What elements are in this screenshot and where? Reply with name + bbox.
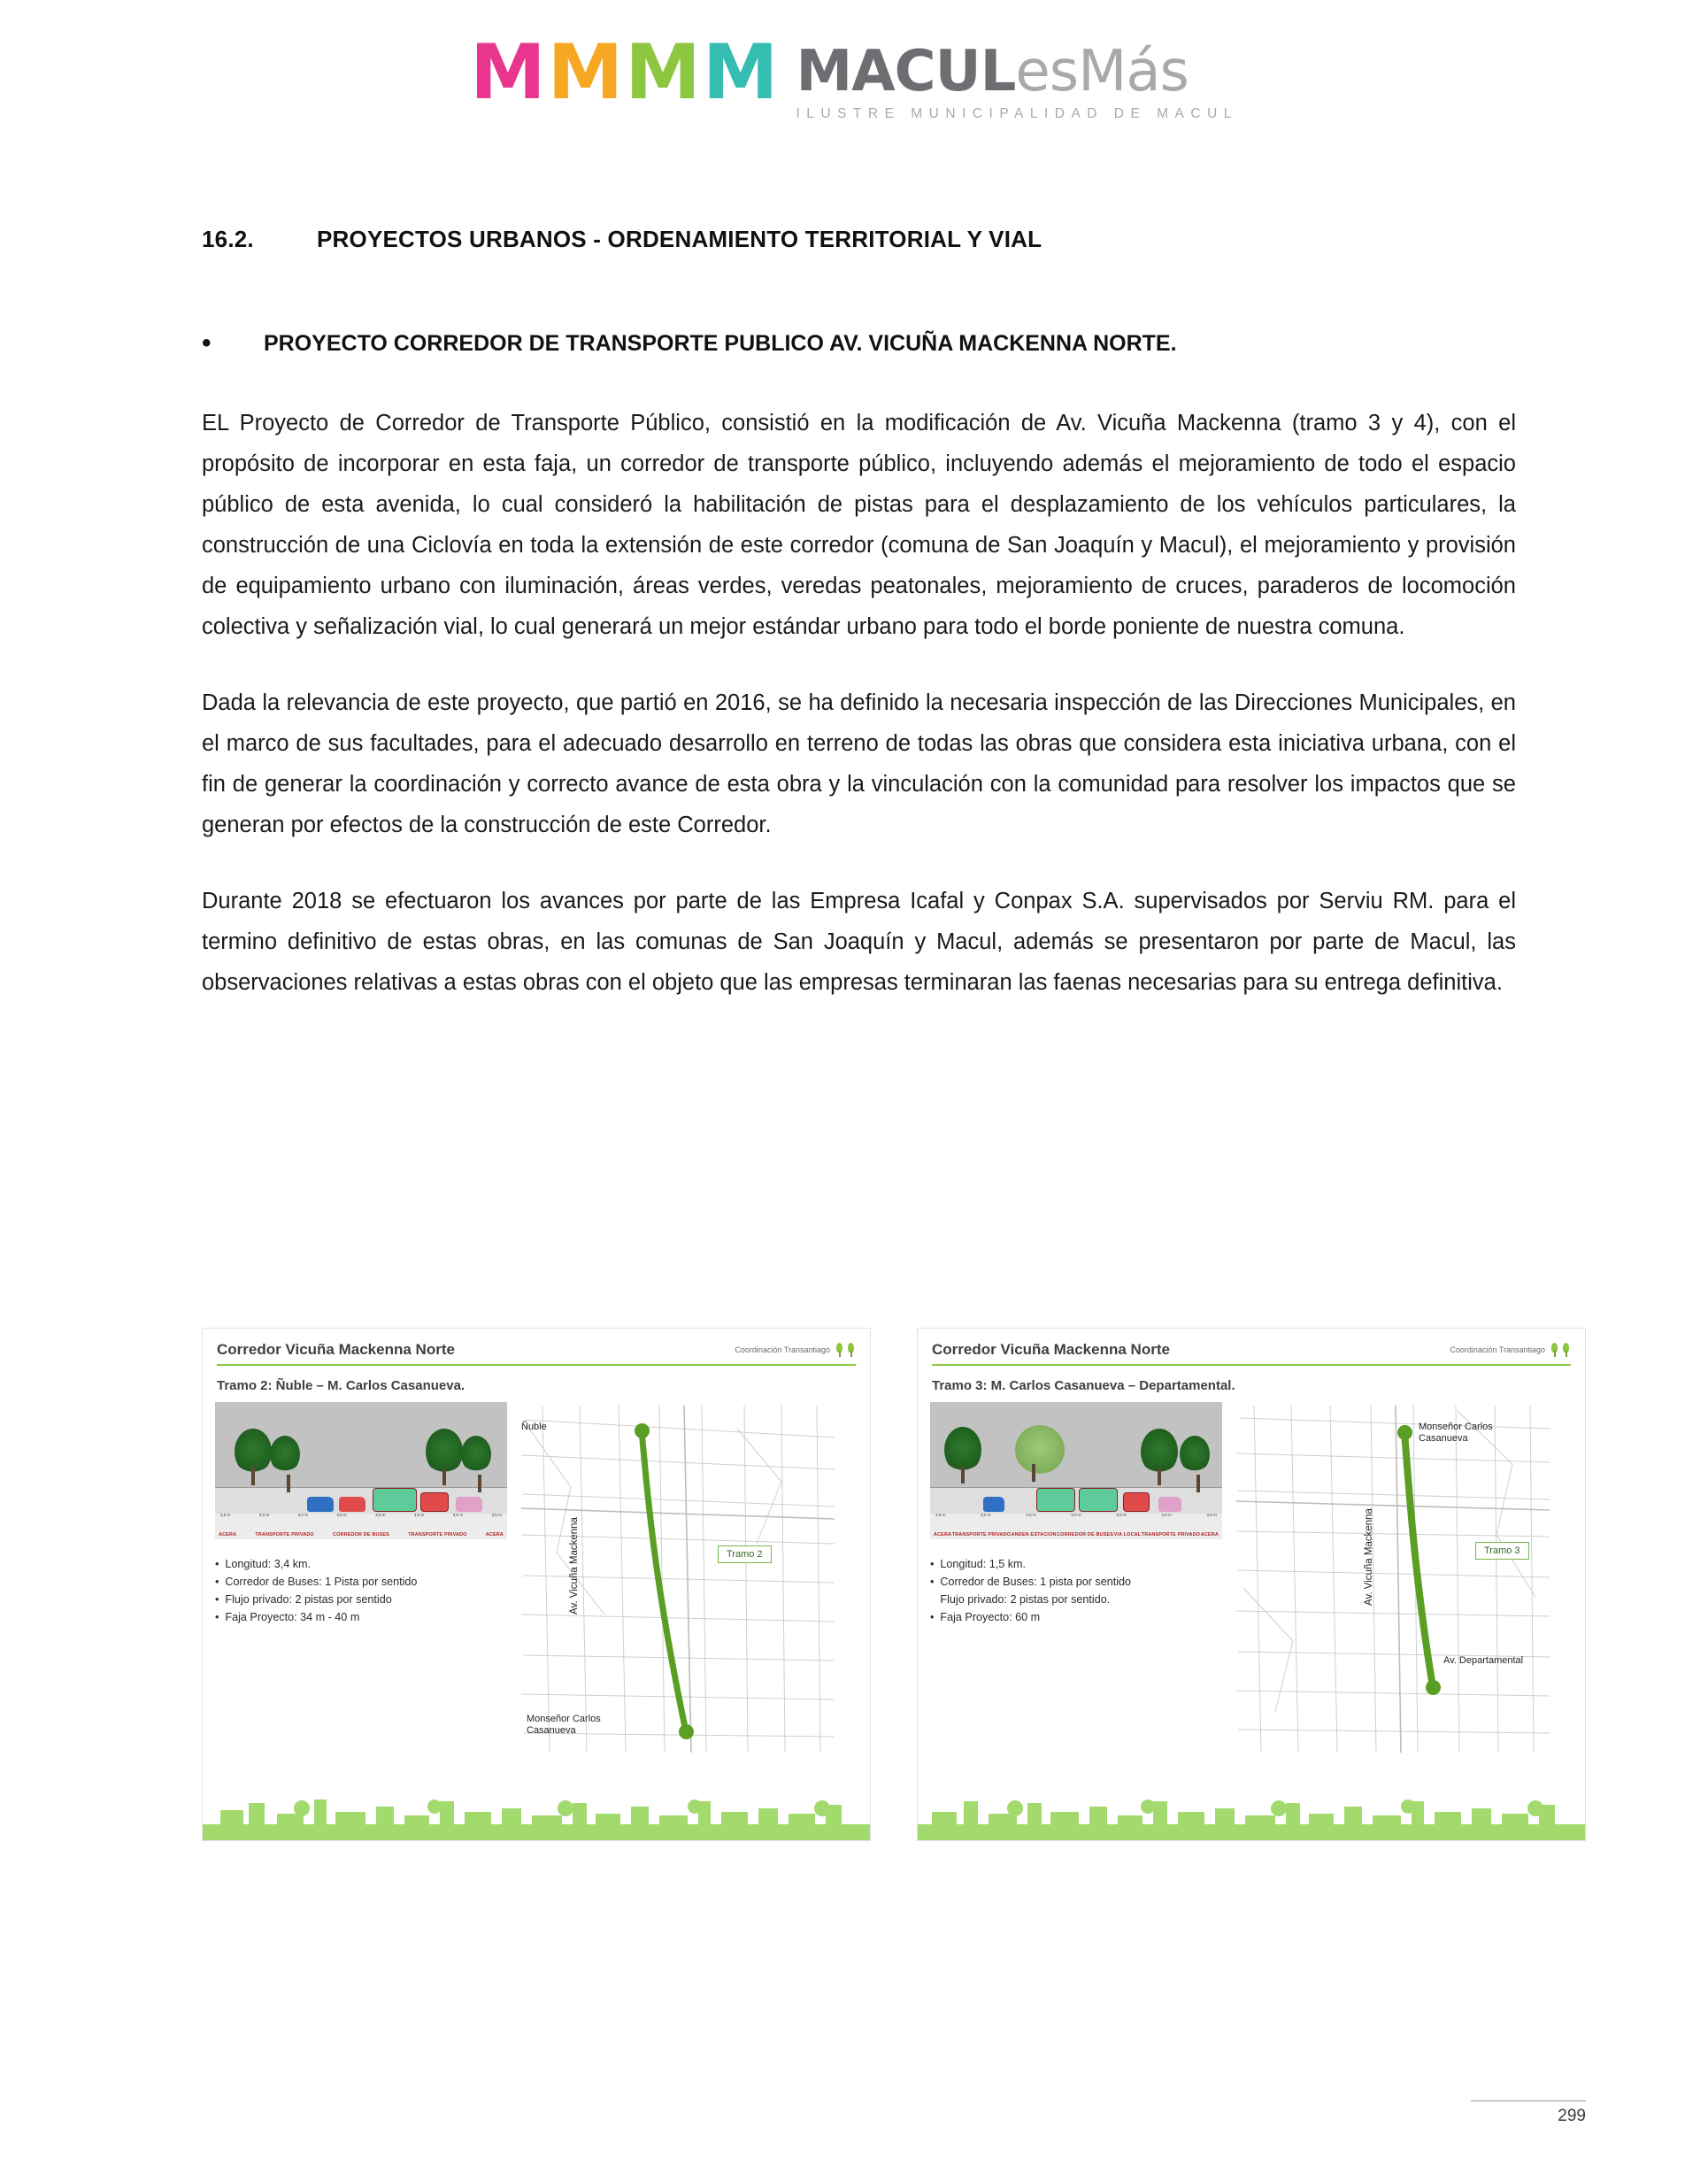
figure-2-bullet-3 xyxy=(930,1591,1222,1608)
dimension: 3,0 m xyxy=(1071,1513,1081,1517)
lane-label: ANDEN ESTACION xyxy=(1011,1532,1057,1537)
illustration-dimensions-2 xyxy=(930,1513,1222,1517)
illustration-dimensions-1 xyxy=(215,1513,507,1517)
dimension: 3,0 m xyxy=(1161,1513,1172,1517)
dimension: 3,0 m xyxy=(1026,1513,1036,1517)
bullet-dot-icon: • xyxy=(930,1576,935,1588)
map-streets-1 xyxy=(516,1402,847,1756)
illustration-bus xyxy=(1036,1488,1075,1512)
map-label-casanueva-2: Monseñor Carlos Casanueva xyxy=(1419,1422,1493,1444)
figure-2-bullet-1 xyxy=(930,1555,1222,1573)
tree-icon xyxy=(846,1343,856,1357)
logo-letter-2: M xyxy=(547,28,622,117)
bullet-text: Corredor de Buses: 1 pista por sentido xyxy=(940,1576,1132,1588)
section-number: 16.2. xyxy=(202,226,254,252)
tree-icon xyxy=(1550,1343,1559,1357)
dimension: 3,0 m xyxy=(413,1513,425,1517)
brand-main: MACUL xyxy=(796,39,1016,104)
bullet-dot-icon: • xyxy=(930,1558,935,1570)
figure-2-left-column xyxy=(930,1402,1222,1756)
section-title: PROYECTOS URBANOS - ORDENAMIENTO TERRITORIAL Y VIAL xyxy=(317,226,1042,252)
tree-icon xyxy=(835,1343,844,1357)
figure-1-subtitle: Tramo 2: Ñuble – M. Carlos Casanueva. xyxy=(217,1378,465,1393)
dimension: 3,5 m xyxy=(491,1513,502,1517)
figure-tramo-3 xyxy=(917,1328,1586,1841)
figure-2-coordination-label: Coordinación Transantiago xyxy=(1450,1345,1545,1354)
illustration-tree xyxy=(944,1427,981,1473)
illustration-tree xyxy=(235,1429,272,1475)
street-section-illustration-1 xyxy=(215,1402,507,1539)
bullet-text: Flujo privado: 2 pistas por sentido xyxy=(225,1593,392,1606)
bullet-text: Longitud: 1,5 km. xyxy=(940,1558,1027,1570)
lane-label: ACERA xyxy=(219,1532,237,1537)
map-avenue-label-2: Av. Vicuña Mackenna xyxy=(1364,1508,1374,1606)
footer-divider xyxy=(1471,2100,1586,2101)
map-tag-tramo-2: Tramo 2 xyxy=(718,1545,772,1563)
lane-label: CORREDOR DE BUSES xyxy=(1057,1532,1114,1537)
map-streets-2 xyxy=(1231,1402,1562,1756)
street-section-illustration-2 xyxy=(930,1402,1222,1539)
illustration-bus xyxy=(373,1488,417,1512)
section-heading xyxy=(202,226,1516,253)
figure-2-bullet-4 xyxy=(930,1608,1222,1626)
route-node-south-1 xyxy=(679,1724,694,1739)
dimension: 3,0 m xyxy=(258,1513,270,1517)
figure-1-bullets xyxy=(215,1555,507,1626)
route-line-tramo-3 xyxy=(1404,1432,1433,1687)
route-node-north-1 xyxy=(635,1423,650,1438)
paragraph-1: EL Proyecto de Corredor de Transporte Público, consistió en la modificación de Av. Vicuña Mackenna (tramo 3 y 4), con el propósito de incorporar en esta faja, un corredor de transporte público, incluyendo además el mejoramiento de todo el espacio público de esta avenida, lo cual consideró la habilitación de pistas para el desplazamiento de los vehículos particulares, la construcción de una Ciclovía en toda la extensión de este corredor (comuna de San Joaquín y Macul), el mejoramiento y provisión de equipamiento urbano con iluminación, áreas verdes, veredas peatonales, mejoramiento de cruces, paraderos de locomoción colectiva y señalización vial, lo cual generará un mejor estándar urbano para todo el borde poniente de nuestra comuna. xyxy=(202,411,1516,639)
map-label-departamental: Av. Departamental xyxy=(1443,1655,1524,1666)
lane-label: TRANSPORTE PRIVADO xyxy=(255,1532,314,1537)
bullet-text: Faja Proyecto: 60 m xyxy=(940,1611,1041,1623)
bullet-dot-icon: • xyxy=(215,1593,219,1606)
figure-1-title: Corredor Vicuña Mackenna Norte xyxy=(217,1341,455,1358)
dimension: 3,0 m xyxy=(297,1513,309,1517)
dimension: 3,5 m xyxy=(1206,1513,1217,1517)
route-node-south-2 xyxy=(1426,1680,1441,1695)
page-footer xyxy=(1471,2100,1586,2126)
logo-letter-4: M xyxy=(702,28,777,117)
illustration-car xyxy=(983,1497,1004,1512)
lane-label: ACERA xyxy=(934,1532,952,1537)
illustration-tree xyxy=(426,1429,463,1475)
figure-1-coordination xyxy=(735,1343,856,1357)
illustration-bus xyxy=(1123,1492,1150,1512)
illustration-car xyxy=(456,1497,482,1512)
logo-m-marks xyxy=(470,28,777,117)
illustration-tree xyxy=(1180,1436,1210,1473)
municipality-logo xyxy=(470,28,1238,122)
illustration-tree xyxy=(1015,1425,1065,1475)
figure-2-footer xyxy=(918,1789,1585,1840)
paragraph-3: Durante 2018 se efectuaron los avances por parte de las Empresa Icafal y Conpax S.A. supervisados por Serviu RM. para el termino definitivo de estas obras, en las comunas de San Joaquín y Macul, además se presentaron por parte de Macul, las observaciones relativas a estas obras con el objeto que las empresas terminaran las faenas necesarias para su entrega definitiva. xyxy=(202,889,1516,995)
skyline-graphic-1 xyxy=(203,1794,871,1840)
lane-label: TRANSPORTE PRIVADO xyxy=(1141,1532,1201,1537)
lane-label: CORREDOR DE BUSES xyxy=(333,1532,389,1537)
skyline-graphic-2 xyxy=(918,1794,1586,1840)
subsection-title: PROYECTO CORREDOR DE TRANSPORTE PUBLICO AV. VICUÑA MACKENNA NORTE. xyxy=(264,331,1177,356)
brand-title xyxy=(796,39,1237,104)
lane-label: TRANSPORTE PRIVADO xyxy=(408,1532,467,1537)
route-node-north-2 xyxy=(1397,1425,1412,1440)
brand-subtitle: ILUSTRE MUNICIPALIDAD DE MACUL xyxy=(796,106,1238,121)
figure-1-coordination-label: Coordinación Transantiago xyxy=(735,1345,830,1354)
illustration-lane-labels-2 xyxy=(930,1532,1222,1537)
figure-1-footer xyxy=(203,1789,870,1840)
bullet-dot-icon: • xyxy=(215,1576,219,1588)
map-label-nuble: Ñuble xyxy=(521,1422,547,1432)
map-label-casanueva: Monseñor Carlos Casanueva xyxy=(527,1714,601,1736)
logo-letter-1: M xyxy=(470,28,544,117)
figure-1-bullet-2 xyxy=(215,1573,507,1591)
paragraph-2: Dada la relevancia de este proyecto, que partió en 2016, se ha definido la necesaria inspección de las Direcciones Municipales, en el marco de sus facultades, para el adecuado desarrollo en terreno de todas las obras que considera esta iniciativa urbana, con el fin de generar la coordinación y correcto avance de esta obra y la vinculación con la comunidad para resolver los impactos que se generan por efectos de la construcción de este Corredor. xyxy=(202,690,1516,837)
bullet-text: Flujo privado: 2 pistas por sentido. xyxy=(940,1593,1111,1606)
dimension: 3,0 m xyxy=(1116,1513,1127,1517)
bullet-text: Longitud: 3,4 km. xyxy=(225,1558,312,1570)
tree-icons xyxy=(835,1343,856,1357)
illustration-car xyxy=(339,1497,365,1512)
dimension: 3,0 m xyxy=(452,1513,464,1517)
figure-2-subtitle: Tramo 3: M. Carlos Casanueva – Departamental. xyxy=(932,1378,1235,1393)
dimension: 3,5 m xyxy=(375,1513,386,1517)
map-avenue-label-1: Av. Vicuña Mackenna xyxy=(569,1517,580,1615)
figure-1-bullet-1 xyxy=(215,1555,507,1573)
dimension: 3,0 m xyxy=(981,1513,991,1517)
logo-text-block xyxy=(796,34,1237,122)
bullet-dot-icon: • xyxy=(930,1611,935,1623)
illustration-bus xyxy=(420,1492,449,1512)
figure-1-header xyxy=(203,1329,870,1362)
lane-label: ACERA xyxy=(485,1532,504,1537)
figure-1-bullet-3 xyxy=(215,1591,507,1608)
figure-2-coordination xyxy=(1450,1343,1571,1357)
lane-label: TRANSPORTE PRIVADO xyxy=(951,1532,1012,1537)
figure-2-bullets xyxy=(930,1555,1222,1626)
lane-label: VIA LOCAL xyxy=(1113,1532,1142,1537)
illustration-tree xyxy=(461,1436,491,1473)
tree-icon xyxy=(1561,1343,1571,1357)
lane-label: ACERA xyxy=(1200,1532,1219,1537)
figure-2-map xyxy=(1231,1402,1562,1756)
figure-1-bullet-4 xyxy=(215,1608,507,1626)
dimension: 3,5 m xyxy=(336,1513,347,1517)
map-tag-tramo-3: Tramo 3 xyxy=(1475,1542,1529,1560)
logo-letter-3: M xyxy=(625,28,699,117)
figure-1-map xyxy=(516,1402,847,1756)
bullet-icon: • xyxy=(202,328,212,358)
document-content xyxy=(202,226,1516,1003)
figure-1-body xyxy=(203,1393,870,1756)
illustration-tree xyxy=(1141,1429,1178,1475)
figures-row xyxy=(202,1328,1587,1841)
bullet-text: Corredor de Buses: 1 Pista por sentido xyxy=(225,1576,418,1588)
bullet-text: Faja Proyecto: 34 m - 40 m xyxy=(225,1611,360,1623)
illustration-lane-labels-1 xyxy=(215,1532,507,1537)
subsection-heading xyxy=(202,328,1516,358)
figure-2-title: Corredor Vicuña Mackenna Norte xyxy=(932,1341,1170,1358)
dimension: 3,5 m xyxy=(935,1513,946,1517)
figure-2-header xyxy=(918,1329,1585,1362)
illustration-car xyxy=(1158,1497,1181,1512)
figure-2-body xyxy=(918,1393,1585,1756)
tree-icons xyxy=(1550,1343,1571,1357)
bullet-dot-icon: • xyxy=(215,1558,219,1570)
illustration-bus xyxy=(1079,1488,1118,1512)
bullet-dot-icon: • xyxy=(215,1611,219,1623)
page-header xyxy=(0,28,1708,122)
brand-light: esMás xyxy=(1015,39,1189,104)
illustration-car xyxy=(307,1497,334,1512)
dimension: 3,5 m xyxy=(220,1513,231,1517)
figure-tramo-2 xyxy=(202,1328,871,1841)
page-number: 299 xyxy=(1558,2107,1586,2125)
figure-2-bullet-2 xyxy=(930,1573,1222,1591)
figure-1-left-column xyxy=(215,1402,507,1756)
illustration-tree xyxy=(270,1436,300,1473)
